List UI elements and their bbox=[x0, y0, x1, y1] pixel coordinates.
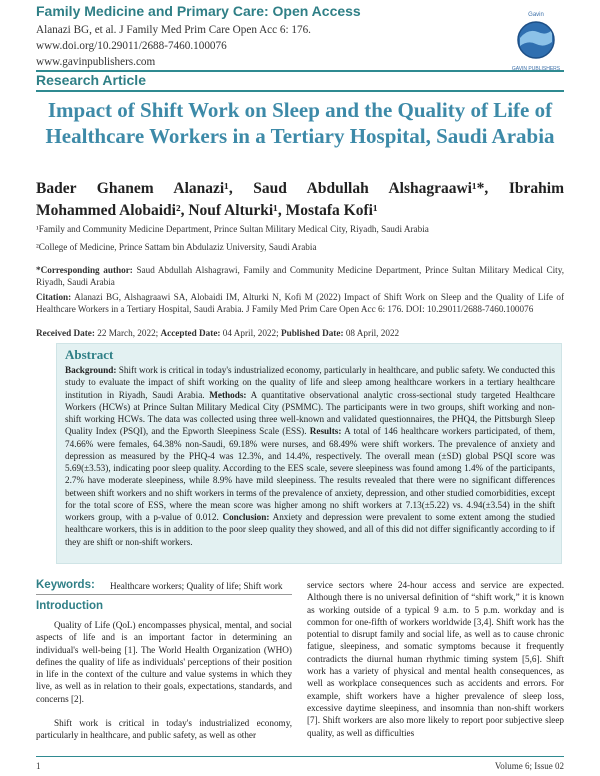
page-number: 1 bbox=[36, 761, 41, 771]
conclusion-text: Anxiety and depression were prevalent to some extent among the studied healthcare workers, this is in addition to the poor sleep quality they showed, and all of this did not differ significantly according to if they are shift or non-shift workers. bbox=[65, 512, 555, 547]
corresponding-author bbox=[36, 264, 564, 288]
logo-text-bottom: GAVIN PUBLISHERS bbox=[511, 66, 561, 72]
conclusion-label: Conclusion: bbox=[222, 512, 270, 522]
website-link[interactable]: www.gavinpublishers.com bbox=[36, 56, 156, 68]
abstract-text bbox=[65, 364, 555, 548]
abstract-heading: Abstract bbox=[65, 347, 114, 362]
publisher-logo bbox=[508, 8, 564, 74]
affiliation-1: ¹Family and Community Medicine Department, Prince Sultan Military Medical City, Riyadh, Saudi Arabia bbox=[36, 224, 429, 234]
article-type: Research Article bbox=[36, 72, 146, 88]
doi-line[interactable]: www.doi.org/10.29011/2688-7460.100076 bbox=[36, 40, 227, 52]
author-line-1: Bader Ghanem Alanazi¹, Saud Abdullah Alshagraawi¹*, Ibrahim bbox=[36, 180, 564, 197]
volume-issue: Volume 6; Issue 02 bbox=[494, 761, 564, 771]
keywords-divider bbox=[36, 594, 292, 595]
affiliation-2: ²College of Medicine, Prince Sattam bin Abdulaziz University, Saudi Arabia bbox=[36, 242, 317, 252]
keywords-text: Healthcare workers; Quality of life; Shift work bbox=[110, 581, 283, 591]
corresponding-text: Saud Abdullah Alshagrawi, Family and Community Medicine Department, Prince Sultan Military Medical City, Riyadh, Saudi Arabia bbox=[36, 265, 564, 287]
dates-line bbox=[36, 327, 564, 339]
article-title: Impact of Shift Work on Sleep and the Quality of Life of Healthcare Workers in a Tertiary Hospital, Saudi Arabia bbox=[45, 98, 555, 148]
corresponding-label: *Corresponding author: bbox=[36, 265, 133, 275]
methods-label: Methods: bbox=[209, 389, 247, 400]
introduction-heading: Introduction bbox=[36, 600, 104, 612]
right-column bbox=[307, 579, 564, 739]
header-rule-bottom bbox=[36, 90, 564, 92]
abstract-box bbox=[56, 343, 562, 564]
journal-name: Family Medicine and Primary Care: Open Access bbox=[36, 3, 361, 19]
received-date: 22 March, 2022; bbox=[97, 328, 159, 338]
published-label: Published Date: bbox=[280, 328, 344, 338]
intro-paragraph-2: Shift work is critical in today's industrialized economy, particularly in healthcare, and public safety, as well as other bbox=[36, 718, 292, 741]
left-column bbox=[36, 619, 292, 742]
citation-text: Alanazi BG, Alshagraawi SA, Alobaidi IM, Alturki N, Kofi M (2022) Impact of Shift Work on Sleep and the Quality of Life of Healthcare Workers in a Tertiary Hospital, Saudi Arabia. J Family Med Prim Care Open Acc 6: 176. DOI: 10.29011/2688-7460.100076 bbox=[36, 292, 565, 314]
intro-paragraph-2-continued: service sectors where 24-hour access and service are expected. Although there is no universal definition of “shift work,” it is known as working outside of a typical 9 a.m. to 5 p.m. workday and is common for one-fifth of workers worldwide [3,4]. Shift work has the potential to disrupt family and social life, as well as to cause chronic fatigue, sleepiness, and somatic symptoms because it frequently contradicts the diurnal human rhythmic timing system [5,6]. Shift work has a variety of physical and mental health consequences, as well as workplace consequences such as accidents and errors. For example, shift workers have a higher prevalence of sleep loss, excessive daytime sleepiness, and insomnia than non-shift workers [7]. Shift workers are also more likely to report poor subjective sleep quality, as well as difficulties bbox=[307, 580, 564, 738]
background-label: Background: bbox=[65, 365, 117, 375]
citation-block bbox=[36, 291, 564, 315]
results-text: A total of 146 healthcare workers participated, of them, 74.66% were females, 64.38% non-Saudi, 69.18% were nurses, and 68.49% were shift workers. The prevalence of anxiety and depression as measured by the PHQ-4 was 12.3%, and 14.4%, respectively. The overall mean (±SD) global PSQI score was 5.69(±3.53), indicating poor sleep quality. According to the EES scale, severe sleepiness was found among 1.4% of the participants, 2.7% have moderate sleepiness, while 8.9% have mild sleepiness. The results revealed that there were no significant differences between shift workers and no shift workers in terms of the prevalence of anxiety, depression, and other studied comorbidities, except for the total score of ESS, where the mean score was higher among no shift workers at 7.13(±5.22) vs. 4.94(±3.54) in the shift workers group, with a p-value of 0.012. bbox=[65, 426, 555, 522]
results-label: Results: bbox=[309, 426, 342, 437]
methods-text: A quantitative observational analytic cross-sectional study targeted Healthcare Workers (HCWs) at Prince Sultan Military Medical City (PSMMC). The participants were in two groups, shift working and non-shift working HCWs. The data was collected using three well-known and validated questionnaires, the PHQ4, the Pittsburgh Sleep Quality Index (PSQI), and the Epworth Sleepiness Scale (ESS). bbox=[65, 389, 556, 437]
published-date: 08 April, 2022 bbox=[345, 328, 400, 338]
background-text: Shift work is critical in today's industrialized economy, particularly in healthcare, and public safety. We conducted this study to evaluate the impact of shift working on the quality of life and sleep among healthcare workers in a tertiary healthcare institution in Riyadh, Saudi Arabia. bbox=[65, 365, 555, 400]
intro-paragraph-1: Quality of Life (QoL) encompasses physical, mental, and social aspects of life and is an important factor in determining an individual's well-being [1]. The World Health Organization (WHO) defines the quality of life as individuals' perceptions of their position in life in the context of the culture and value systems in which they live, as well as in relation to their goals, expectations, standards, and concerns [2]. bbox=[36, 620, 292, 704]
keywords-label: Keywords: bbox=[36, 579, 95, 591]
author-line-2: Mohammed Alobaidi², Nouf Alturki¹, Mostafa Kofi¹ bbox=[36, 202, 378, 219]
accepted-date: 04 April, 2022; bbox=[222, 328, 279, 338]
logo-text-top: Gavin bbox=[528, 12, 544, 18]
globe-logo-icon bbox=[508, 8, 564, 74]
author-list bbox=[36, 178, 564, 222]
received-label: Received Date: bbox=[36, 328, 95, 338]
accepted-label: Accepted Date: bbox=[160, 328, 221, 338]
footer-rule bbox=[36, 756, 564, 757]
citation-label: Citation: bbox=[36, 292, 72, 302]
citation-line: Alanazi BG, et al. J Family Med Prim Care Open Acc 6: 176. bbox=[36, 24, 311, 36]
